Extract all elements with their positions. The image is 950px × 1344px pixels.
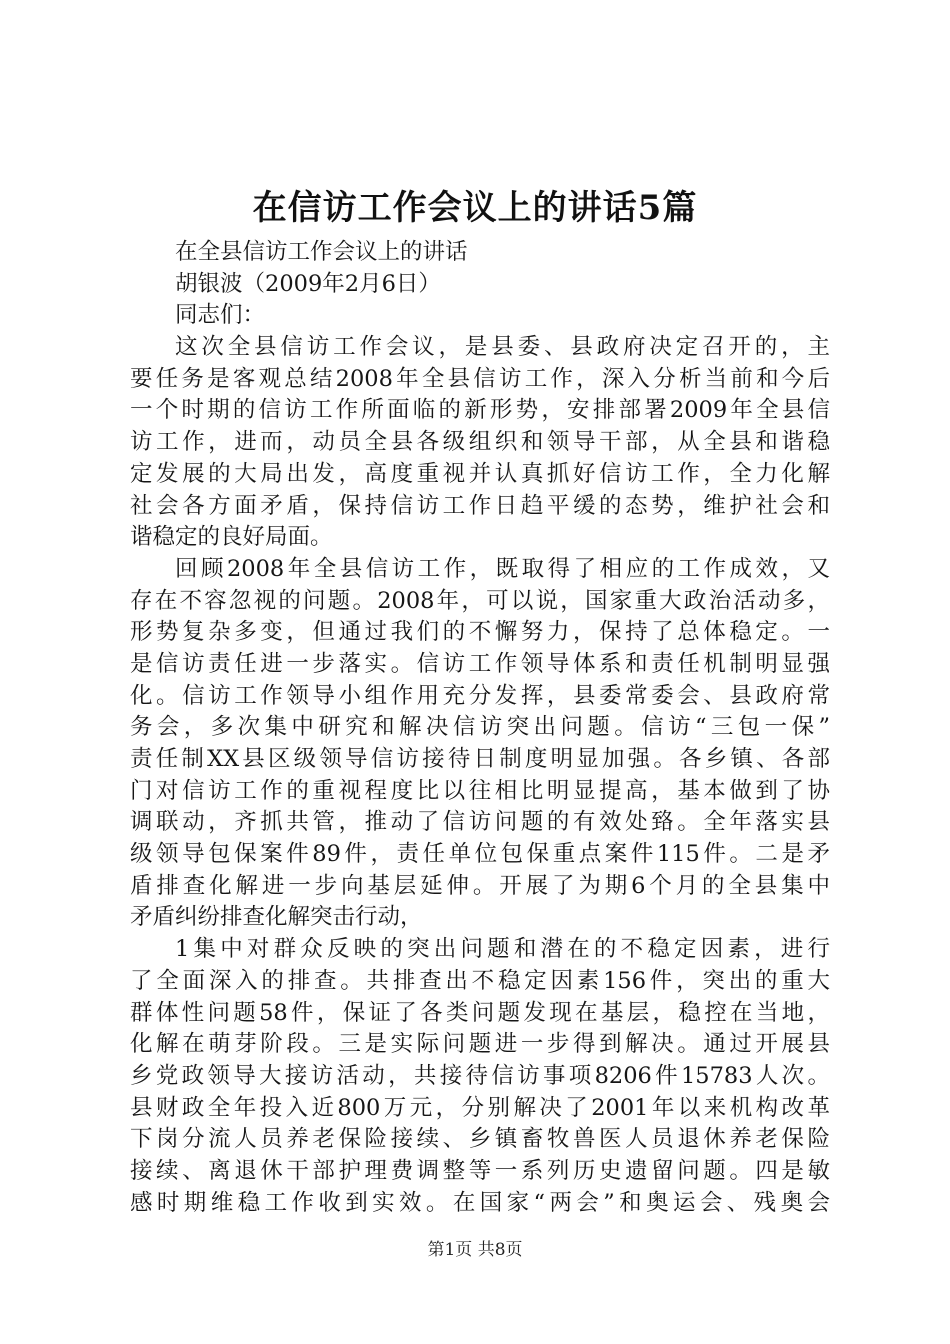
body-line: 存在不容忽视的问题。2008年，可以说，国家重大政治活动多， [130, 587, 830, 614]
body-line: 盾排查化解进一步向基层延伸。开展了为期6个月的全县集中 [130, 872, 830, 899]
body-line: 务会，多次集中研究和解决信访突出问题。信访“三包一保” [130, 714, 830, 741]
body-line: 感时期维稳工作收到实效。在国家“两会”和奥运会、残奥会 [130, 1189, 830, 1216]
body-line: 回顾2008年全县信访工作，既取得了相应的工作成效，又 [175, 555, 830, 582]
body-line: 乡党政领导大接访活动，共接待信访事项8206件15783人次。 [130, 1062, 830, 1089]
body-line: 要任务是客观总结2008年全县信访工作，深入分析当前和今后 [130, 365, 830, 392]
body-line: 是信访责任进一步落实。信访工作领导体系和责任机制明显强 [130, 650, 830, 677]
body-line: 下岗分流人员养老保险接续、乡镇畜牧兽医人员退休养老保险 [130, 1126, 830, 1153]
body-line: 了全面深入的排查。共排查出不稳定因素156件，突出的重大 [130, 967, 830, 994]
body-line: 谐稳定的良好局面。 [130, 524, 333, 551]
body-line: 在全县信访工作会议上的讲话 [175, 239, 468, 265]
body-line: 级领导包保案件89件，责任单位包保重点案件115件。二是矛 [130, 841, 830, 868]
body-line: 这次全县信访工作会议，是县委、县政府决定召开的，主 [175, 334, 830, 361]
body-line: 接续、离退休干部护理费调整等一系列历史遗留问题。四是敏 [130, 1157, 830, 1184]
body-line: 责任制XX县区级领导信访接待日制度明显加强。各乡镇、各部 [130, 746, 830, 772]
document-title: 在信访工作会议上的讲话5篇 [252, 188, 698, 228]
body-line: 群体性问题58件，保证了各类问题发现在基层，稳控在当地， [130, 999, 830, 1026]
body-line: 胡银波（2009年2月6日） [175, 270, 441, 297]
body-line: 定发展的大局出发，高度重视并认真抓好信访工作，全力化解 [130, 460, 830, 487]
body-line: 化解在萌芽阶段。三是实际问题进一步得到解决。通过开展县 [130, 1031, 830, 1058]
body-line: 门对信访工作的重视程度比以往相比明显提高，基本做到了协 [130, 777, 830, 804]
body-line: 化。信访工作领导小组作用充分发挥，县委常委会、县政府常 [130, 682, 830, 709]
body-line: 矛盾纠纷排查化解突击行动， [130, 904, 423, 931]
body-line: 社会各方面矛盾，保持信访工作日趋平缓的态势，维护社会和 [130, 492, 830, 519]
body-line: 1集中对群众反映的突出问题和潜在的不稳定因素，进行 [175, 936, 830, 963]
document-body [130, 237, 830, 1219]
body-line: 同志们： [175, 302, 266, 329]
body-line: 县财政全年投入近800万元，分别解决了2001年以来机构改革 [130, 1094, 830, 1121]
body-line: 一个时期的信访工作所面临的新形势，安排部署2009年全县信 [130, 397, 830, 424]
body-line: 形势复杂多变，但通过我们的不懈努力，保持了总体稳定。一 [130, 619, 830, 646]
page-footer: 第1页 共8页 [427, 1240, 523, 1260]
body-line: 访工作，进而，动员全县各级组织和领导干部，从全县和谐稳 [130, 429, 830, 456]
body-line: 调联动，齐抓共管，推动了信访问题的有效处臵。全年落实县 [130, 809, 830, 836]
